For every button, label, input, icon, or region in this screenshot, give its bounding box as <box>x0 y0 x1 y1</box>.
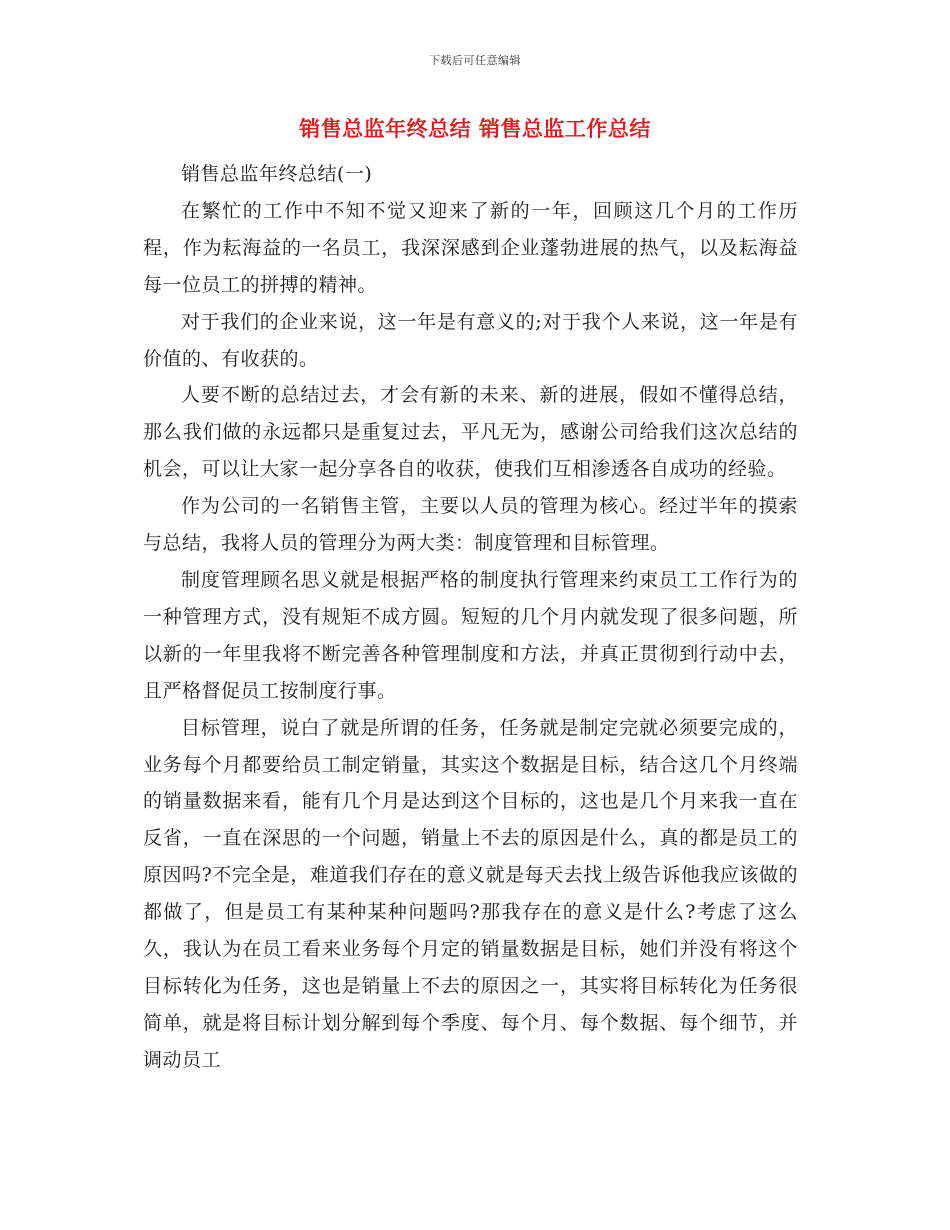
page-header-note: 下载后可任意编辑 <box>429 54 521 67</box>
paragraph-3: 人要不断的总结过去，才会有新的未来、新的进展，假如不懂得总结，那么我们做的永远都只是重复过去，平凡无为，感谢公司给我们这次总结的机会，可以让大家一起分享各自的收获，使我们互相渗透各自成功的经验。 <box>143 384 798 481</box>
paragraph-4: 作为公司的一名销售主管，主要以人员的管理为核心。经过半年的摸索与总结，我将人员的管理分为两大类：制度管理和目标管理。 <box>143 495 798 555</box>
paragraph-6: 目标管理，说白了就是所谓的任务，任务就是制定完就必须要完成的，业务每个月都要给员工制定销量，其实这个数据是目标，结合这几个月终端的销量数据来看，能有几个月是达到这个目标的，这也是几个月来我一直在反省，一直在深思的一个问题，销量上不去的原因是什么，真的都是员工的原因吗?不完全是，难道我们存在的意义就是每天去找上级告诉他我应该做的都做了，但是员工有某种某种问题吗?那我存在的意义是什么?考虑了这么久，我认为在员工看来业务每个月定的销量数据是目标，她们并没有将这个目标转化为任务，这也是销量上不去的原因之一，其实将目标转化为任务很简单，就是将目标计划分解到每个季度、每个月、每个数据、每个细节，并调动员工 <box>143 716 798 1071</box>
paragraph-2: 对于我们的企业来说，这一年是有意义的;对于我个人来说，这一年是有价值的、有收获的。 <box>143 310 798 370</box>
paragraph-1: 在繁忙的工作中不知不觉又迎来了新的一年，回顾这几个月的工作历程，作为耘海益的一名员工，我深深感到企业蓬勃进展的热气，以及耘海益每一位员工的拼搏的精神。 <box>143 199 798 296</box>
paragraph-5: 制度管理顾名思义就是根据严格的制度执行管理来约束员工工作行为的一种管理方式，没有规矩不成方圆。短短的几个月内就发现了很多问题，所以新的一年里我将不断完善各种管理制度和方法，并真正贯彻到行动中去，且严格督促员工按制度行事。 <box>143 568 798 702</box>
section-heading: 销售总监年终总结(一) <box>181 163 373 185</box>
document-body <box>143 156 798 1079</box>
document-title: 销售总监年终总结 销售总监工作总结 <box>299 116 651 141</box>
